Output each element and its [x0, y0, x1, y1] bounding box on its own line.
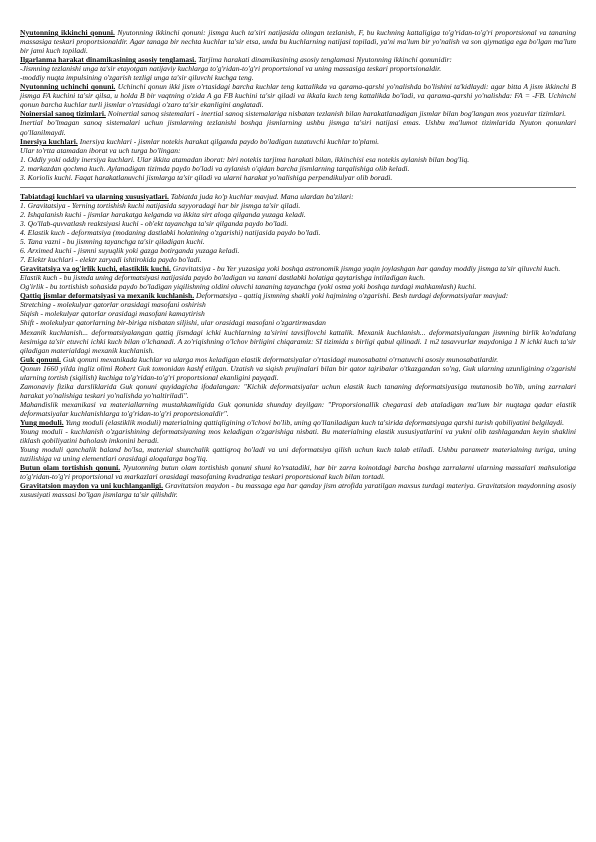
- paragraph-text: Inertial bo'lmagan sanoq sistemalari uchun jismlarning tezlanishi boshqa jismlarning ushbu jismga ta'siri natijasi emas. Ushbu ma'lumot tizimlarida Nyuton qonunlari qo'llanilmaydi.: [20, 118, 576, 137]
- paragraph: [20, 364, 576, 382]
- paragraph-heading: Tabiatdagi kuchlari va ularning xususiyatlari.: [20, 191, 169, 201]
- paragraph-text: Deformatsiya - qattiq jismning shakli yoki hajmining o'zgarishi. Besh turdagi deformatsiyalar mavjud:: [194, 291, 509, 301]
- document-page: [20, 0, 576, 499]
- paragraph-with-heading: [20, 418, 576, 427]
- paragraph-text: 1. Gravitatsiya - Yerning tortishish kuchi natijasida sayyoradagi har bir jismga ta'sir qiladi.: [20, 200, 301, 210]
- paragraph-text: Nyutonning ikkinchi qonuni: jismga kuch ta'siri natijasida olingan tezlanish, F, bu kuchning kattaligiga to'g'ridan-to'g'ri proportsional va tananing massasiga teskari proportsionaldir. Agar tanaga bir nechta kuchlar ta'sir etsa, unda bu kuchlarning natijasi topiladi, ya'ni ma'lum bir yo'nalish va son qiymatiga ega bo'lgan ma'lum bir jami kuch topiladi.: [20, 28, 576, 56]
- paragraph: [20, 328, 576, 355]
- paragraph-text: 1. Oddiy yoki oddiy inersiya kuchlari. Ular ikkita atamadan iborat: biri notekis tarjima harakati bilan, ikkinchisi esa notekis aylanish bilan bog'liq.: [20, 154, 470, 164]
- paragraph: [20, 146, 576, 155]
- paragraph: [20, 255, 576, 264]
- paragraph-text: Guk qonuni mexanikada kuchlar va ularga mos keladigan elastik deformatsiyalar o'rtasidagi munosabatni o'rnatuvchi asosiy munosabatlardir.: [60, 354, 499, 364]
- paragraph-text: Young moduli - kuchlanish o'zgarishining deformatsiyaning mos keladigan o'zgarishiga nisbati. Bu materialning elastik xususiyatlarini va yukni olib tashlagandan keyin shaklini tiklash qobiliyatini baholash imkonini beradi.: [20, 427, 576, 446]
- paragraph-heading: Inersiya kuchlari.: [20, 136, 78, 146]
- paragraph: [20, 300, 576, 309]
- paragraph-text: Ular to'rtta atamadan iborat va uch turga bo'lingan:: [20, 145, 181, 155]
- paragraph-text: Qonun 1660 yilda ingliz olimi Robert Guk tomonidan kashf etilgan. Uzatish va siqish prujinalari bilan bir qator tajribalar o'tkazgandan so'ng, Guk ularning uzunligining o'zgarishi ularning tortish (siqilish) kuchiga to'g'ridan-to'g'ri proportsional ekanligini payqadi.: [20, 363, 576, 382]
- paragraph-heading: Gravitatsion maydon va uni kuchlanganligi.: [20, 481, 164, 491]
- section-forces-in-nature: [20, 192, 576, 500]
- paragraph-with-heading: [20, 355, 576, 364]
- paragraph-with-heading: [20, 82, 576, 109]
- paragraph-text: Noinertial sanoq sistemalari - inertial sanoq sistemalariga nisbatan tezlanish bilan harakatlanadigan jismlar bilan bog'langan mos yozuvlar tizimlari.: [105, 109, 567, 119]
- paragraph-text: Gravitatsion maydon - bu massaga ega har qanday jism atrofida yaratilgan maxsus turdagi materiya. Gravitatsion maydonning asosiy xususiyati massasi bo'lgan jismlarga ta'sir qilishdir.: [20, 481, 576, 500]
- paragraph-with-heading: [20, 137, 576, 146]
- paragraph: [20, 73, 576, 82]
- paragraph: [20, 228, 576, 237]
- paragraph: [20, 210, 576, 219]
- paragraph-text: Yung moduli (elastiklik moduli) materialning qattiqligining o'lchovi bo'lib, uning qo'llaniladigan kuch ta'sirida deformatsiyaga qarshi turish qobiliyatini belgilaydi.: [63, 417, 565, 427]
- paragraph-heading: Guk qonuni.: [20, 354, 61, 364]
- paragraph-with-heading: [20, 264, 576, 273]
- paragraph-text: Elastik kuch - bu jismda uning deformatsiyasi natijasida paydo bo'ladigan va tanani dastlabki holatiga qaytarishga intiladigan kuch.: [20, 273, 426, 283]
- paragraph-text: Zamonaviy fizika darsliklarida Guk qonuni quyidagicha ifodalangan: "Kichik deformatsiyalar uchun elastik kuch tananing deformatsiyasiga mutanosib bo'lib, uning zarralari harakat yo'nalishiga teskari yo'nalishda yo'naltiriladi".: [20, 381, 576, 400]
- paragraph-text: Mahandislik mexanikasi va materiallarning mustahkamligida Guk qonunida shunday deyilgan: "Proporsionallik chegarasi deb ataladigan ma'lum bir nuqtaga qadar elastik deformatsiyalar kuchlanishlarga to'g'ridan-to'g'ri proportsionaldir".: [20, 399, 576, 418]
- paragraph: [20, 201, 576, 210]
- paragraph-heading: Ilgarlanma harakat dinamikasining asosiy tenglamasi.: [20, 55, 197, 65]
- paragraph-with-heading: [20, 481, 576, 499]
- paragraph: [20, 118, 576, 136]
- paragraph: [20, 219, 576, 228]
- paragraph-with-heading: [20, 55, 576, 64]
- paragraph: [20, 382, 576, 400]
- paragraph-text: -moddiy nuqta impulsining o'zgarish tezligi unga ta'sir qiluvchi kuchga teng.: [20, 73, 254, 83]
- paragraph-text: Uchinchi qonun ikki jism o'rtasidagi barcha kuchlar teng kattalikda va qarama-qarshi yo'nalishda bo'lishini ta'kidlaydi: agar bitta A jism ikkinchi B jismga FA kuchini ta'sir qilsa, u holda B bir vaqtning o'zida A ga FB kuchini ta'sir qiladi va ikkala kuch teng kattalikda bo'ladi, va qarama-qarshi yo'nalishda: FA = -FB. Uchinchi qonun barcha kuchlar turli jismlar o'rtasidagi o'zaro ta'sir ekanligini anglatadi.: [20, 82, 576, 110]
- paragraph-with-heading: [20, 28, 576, 55]
- paragraph-heading: Yung moduli.: [20, 417, 64, 427]
- paragraph-heading: Qattiq jismlar deformatsiyasi va mexanik kuchlanish.: [20, 291, 195, 301]
- paragraph-with-heading: [20, 463, 576, 481]
- paragraph-text: 2. markazdan qochma kuch. Aylanadigan tizimda paydo bo'ladi va aylanish o'qidan barcha jismlarning tarqalishiga olib keladi.: [20, 163, 410, 173]
- paragraph-text: Inersiya kuchlari - jismlar notekis harakat qilganda paydo bo'ladigan tuzatuvchi kuchlar to'plami.: [77, 136, 380, 146]
- paragraph: [20, 273, 576, 282]
- paragraph-heading: Nyutonning uchinchi qonuni.: [20, 82, 116, 92]
- paragraph-text: 3. Koriolis kuchi. Faqat harakatlanuvchi jismlarga ta'sir qiladi va ularni harakat yo'nalishiga perpendikulyar olib boradi.: [20, 172, 393, 182]
- paragraph: [20, 427, 576, 445]
- paragraph: [20, 237, 576, 246]
- paragraph-heading: Butun olam tortishish qonuni.: [20, 463, 121, 473]
- section-divider: [20, 187, 576, 188]
- paragraph-with-heading: [20, 192, 576, 201]
- paragraph: [20, 173, 576, 182]
- paragraph: [20, 400, 576, 418]
- paragraph-with-heading: [20, 291, 576, 300]
- paragraph: [20, 246, 576, 255]
- section-newton-laws: [20, 28, 576, 182]
- paragraph-text: Tabiatda juda ko'p kuchlar mavjud. Mana ulardan ba'zilari:: [168, 191, 354, 201]
- paragraph-text: -Jismning tezlanishi unga ta'sir etayotgan natijaviy kuchlarga to'g'ridan-to'g'ri proportsional va uning massasiga teskari proportsionaldir.: [20, 64, 442, 74]
- paragraph-heading: Noinersial sanoq tizimlari.: [20, 109, 106, 119]
- paragraph-text: Young moduli qanchalik baland bo'lsa, material shunchalik qattiqroq bo'ladi va uni deformatsiya qilish uchun kuch talab etiladi. Ushbu parametr materialning turiga, uning tuzilishiga va uning elementlari orasidagi aloqalarga bog'liq.: [20, 445, 576, 464]
- paragraph: [20, 309, 576, 318]
- paragraph-text: Mexanik kuchlanish... deformatsiyalangan qattiq jismdagi ichki kuchlarning ta'sirini tavsiflovchi kattalik. Mexanik kuchlanish... deformatsiyalangan jismning birlik ko'ndalang kesimiga ta'sir etuvchi ichki kuch bilan o'lchanadi. A zo'riqishning o'lchov birligini chiqaramiz: SI tizimida s birligi qabul qilinadi. 1 m2 tasavvurlar maydoniga 1 N ichki kuch ta'sir qiladigan materialdagi mexanik kuchlanish.: [20, 327, 576, 355]
- paragraph-text: 7. Elektr kuchlari - elektr zaryadi ishtirokida paydo bo'ladi.: [20, 255, 202, 265]
- paragraph: [20, 164, 576, 173]
- paragraph: [20, 282, 576, 291]
- paragraph-with-heading: [20, 109, 576, 118]
- paragraph-heading: Gravitatsiya va og'irlik kuchi, elastiklik kuchi.: [20, 264, 171, 274]
- paragraph-text: Stretching - molekulyar qatorlar orasidagi masofani oshirish: [20, 300, 206, 310]
- paragraph-text: 2. Ishqalanish kuchi - jismlar harakatga kelganda va ikkita sirt aloqa qilganda yuzaga keladi.: [20, 209, 306, 219]
- paragraph-text: 3. Qo'llab-quvvatlash reaktsiyasi kuchi - ob'ekt tayanchga ta'sir qilganda paydo bo'ladi.: [20, 218, 289, 228]
- paragraph-text: Gravitatsiya - bu Yer yuzasiga yoki boshqa astronomik jismga yaqin joylashgan har qanday moddiy jismga ta'sir qiluvchi kuch.: [170, 264, 561, 274]
- paragraph: [20, 318, 576, 327]
- paragraph-text: Og'irlik - bu tortishish sohasida paydo bo'ladigan yiqilishning oldini oluvchi tananing tayanchga (yoki osma yoki boshqa turdagi mahkamlash) kuchi.: [20, 282, 477, 292]
- paragraph: [20, 445, 576, 463]
- paragraph-text: Nyutonning butun olam tortishish qonuni shuni ko'rsatadiki, har bir zarra koinotdagi barcha boshqa zarralarni ularning massalari mahsulotiga to'g'ridan-to'g'ri proportsional va markazlari orasidagi masofaning kvadratiga teskari proportsional kuch bilan tortadi.: [20, 463, 576, 482]
- paragraph-text: 6. Arximed kuchi - jismni suyuqlik yoki gazga botirganda yuzaga keladi.: [20, 246, 240, 256]
- paragraph-text: 4. Elastik kuch - deformatsiya (modaning dastlabki holatining o'zgarishi) natijasida paydo bo'ladi.: [20, 227, 321, 237]
- paragraph-text: Siqish - molekulyar qatorlar orasidagi masofani kamaytirish: [20, 309, 205, 319]
- paragraph-text: Shift - molekulyar qatorlarning bir-biriga nisbatan siljishi, ular orasidagi masofani o'zgartirmasdan: [20, 318, 326, 328]
- paragraph: [20, 155, 576, 164]
- paragraph-text: Tarjima harakati dinamikasining asosiy tenglamasi Nyutonning ikkinchi qonunidir:: [196, 55, 452, 65]
- paragraph-heading: Nyutonning ikkinchi qonuni.: [20, 28, 115, 37]
- paragraph-text: 5. Tana vazni - bu jismning tayanchga ta'sir qiladigan kuchi.: [20, 237, 205, 247]
- paragraph: [20, 64, 576, 73]
